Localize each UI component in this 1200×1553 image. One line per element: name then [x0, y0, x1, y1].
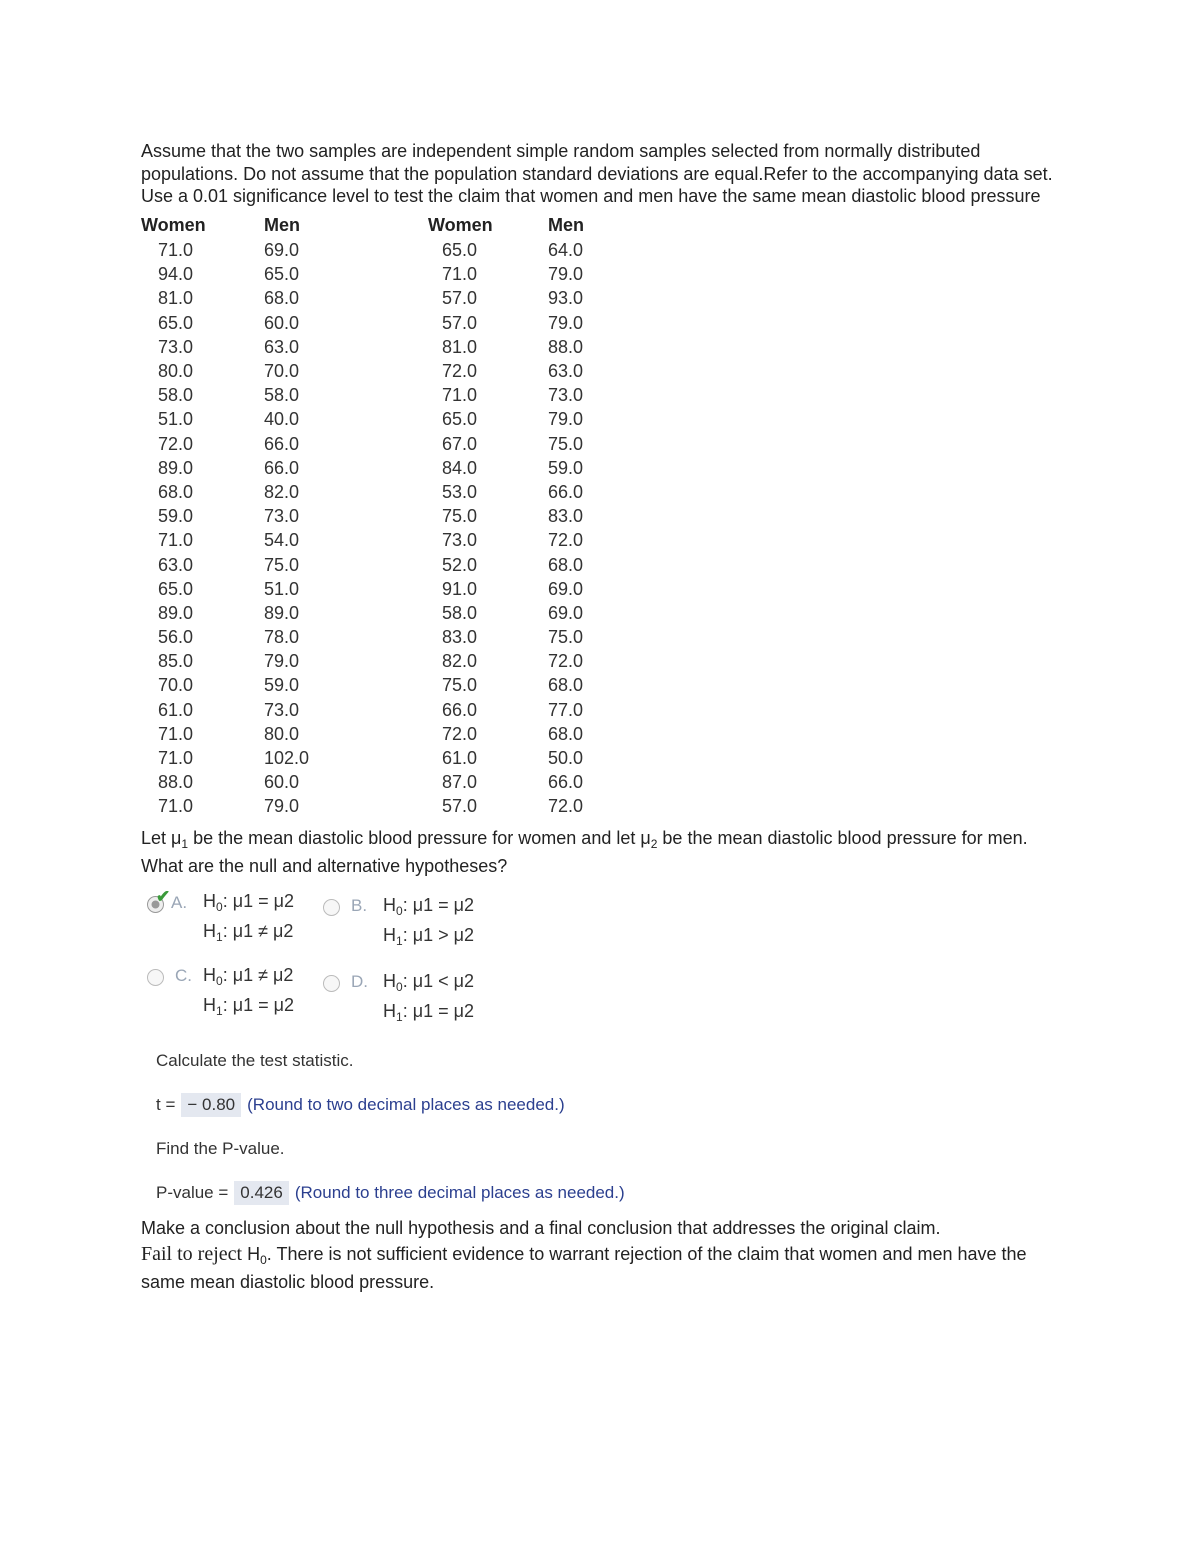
table-cell: 75.0 — [548, 627, 584, 648]
table-cell: 89.0 — [264, 602, 300, 623]
table-cell: 67.0 — [442, 433, 478, 454]
table-cell: 83.0 — [548, 506, 584, 527]
mu2-symbol: μ — [640, 828, 651, 848]
h1-expression: μ1 = μ2 — [232, 995, 294, 1015]
table-cell: 50.0 — [548, 748, 584, 769]
option-b-radio[interactable] — [323, 899, 340, 916]
mu2-subscript: 2 — [650, 837, 658, 851]
table-cell: 71.0 — [442, 264, 478, 285]
t-value-field[interactable]: − 0.80 — [181, 1093, 241, 1117]
table-cell: 54.0 — [264, 530, 300, 551]
table-cell: 56.0 — [158, 627, 194, 648]
table-row — [141, 408, 608, 432]
p-value-line — [156, 1181, 1061, 1205]
table-cell: 72.0 — [158, 433, 194, 454]
table-cell: 60.0 — [264, 312, 300, 333]
table-cell: 71.0 — [158, 240, 194, 261]
option-b-h1: $H_1$: μ1 > μ2 — [383, 925, 474, 948]
table-cell: 70.0 — [264, 361, 300, 382]
table-cell: 91.0 — [442, 578, 478, 599]
table-cell: 78.0 — [264, 627, 300, 648]
h1-expression: μ1 ≠ μ2 — [232, 921, 294, 941]
h0-expression: μ1 < μ2 — [412, 971, 474, 991]
table-cell: 93.0 — [548, 288, 584, 309]
table-cell: 65.0 — [442, 409, 478, 430]
conclusion-answer — [141, 1241, 1061, 1295]
h-symbol: H — [383, 895, 396, 915]
table-cell: 68.0 — [548, 554, 584, 575]
table-cell: 89.0 — [158, 602, 194, 623]
table-cell: 82.0 — [442, 651, 478, 672]
p-label: P-value = — [156, 1183, 229, 1202]
table-row — [141, 626, 608, 650]
table-cell: 73.0 — [264, 699, 300, 720]
h0-expression: μ1 ≠ μ2 — [232, 965, 294, 985]
h-subscript: 0 — [216, 974, 223, 988]
table-cell: 63.0 — [548, 361, 584, 382]
h-symbol: H — [383, 971, 396, 991]
table-cell: 73.0 — [548, 385, 584, 406]
h-symbol: H — [383, 1001, 396, 1021]
table-cell: 72.0 — [548, 530, 584, 551]
table-cell: 52.0 — [442, 554, 478, 575]
table-cell: 79.0 — [548, 264, 584, 285]
column-header: Women — [428, 215, 493, 235]
table-row — [141, 263, 608, 287]
h-subscript: 1 — [396, 1010, 403, 1024]
table-cell: 58.0 — [442, 602, 478, 623]
h-symbol: H — [203, 995, 216, 1015]
document-page — [141, 140, 1061, 1295]
column-header: Men — [264, 215, 300, 235]
t-statistic-line — [156, 1093, 1061, 1117]
table-cell: 80.0 — [158, 361, 194, 382]
table-cell: 79.0 — [548, 409, 584, 430]
calc-prompt: Calculate the test statistic. — [156, 1051, 354, 1070]
table-cell: 75.0 — [442, 506, 478, 527]
h1-expression: μ1 > μ2 — [412, 925, 474, 945]
option-d-h1: $H_1$: μ1 = μ2 — [383, 1001, 474, 1024]
table-header-row — [141, 213, 608, 239]
t-hint: (Round to two decimal places as needed.) — [247, 1095, 565, 1114]
table-cell: 57.0 — [442, 312, 478, 333]
h0-subscript: 0 — [260, 1253, 267, 1267]
table-cell: 61.0 — [158, 699, 194, 720]
table-row — [141, 746, 608, 770]
p-prompt: Find the P-value. — [156, 1139, 285, 1158]
table-cell: 65.0 — [158, 312, 194, 333]
option-a-h0: $H_0$: μ1 = μ2 — [203, 891, 294, 914]
table-cell: 65.0 — [264, 264, 300, 285]
table-cell: 66.0 — [264, 433, 300, 454]
table-cell: 79.0 — [264, 651, 300, 672]
table-cell: 79.0 — [548, 312, 584, 333]
table-cell: 72.0 — [548, 651, 584, 672]
h-symbol: H — [203, 921, 216, 941]
table-cell: 66.0 — [442, 699, 478, 720]
option-d-h0: $H_0$: μ1 < μ2 — [383, 971, 474, 994]
conclusion-text: . There is not sufficient evidence to warrant rejection of the claim that women and men have the same mean diastolic blood pressure. — [141, 1244, 1027, 1292]
table-cell: 89.0 — [158, 457, 194, 478]
option-c-h1: $H_1$: μ1 = μ2 — [203, 995, 294, 1018]
table-cell: 59.0 — [264, 675, 300, 696]
table-cell: 69.0 — [548, 578, 584, 599]
h-symbol: H — [203, 891, 216, 911]
table-row — [141, 335, 608, 359]
mu1-symbol: μ — [171, 828, 182, 848]
table-cell: 72.0 — [548, 796, 584, 817]
table-cell: 73.0 — [158, 336, 194, 357]
table-cell: 84.0 — [442, 457, 478, 478]
mu1-subscript: 1 — [181, 837, 189, 851]
table-row — [141, 601, 608, 625]
h-subscript: 1 — [216, 1004, 223, 1018]
table-row — [141, 795, 608, 819]
h1-expression: μ1 = μ2 — [412, 1001, 474, 1021]
table-cell: 69.0 — [548, 602, 584, 623]
table-cell: 60.0 — [264, 772, 300, 793]
table-cell: 94.0 — [158, 264, 194, 285]
table-row — [141, 529, 608, 553]
table-cell: 75.0 — [264, 554, 300, 575]
option-c-radio[interactable] — [147, 969, 164, 986]
table-cell: 72.0 — [442, 361, 478, 382]
table-cell: 81.0 — [442, 336, 478, 357]
option-letter: C. — [175, 966, 192, 985]
table-cell: 40.0 — [264, 409, 300, 430]
table-cell: 73.0 — [264, 506, 300, 527]
option-letter: B. — [351, 896, 368, 915]
table-cell: 73.0 — [442, 530, 478, 551]
h-subscript: 1 — [216, 930, 223, 944]
option-letter: A. — [171, 893, 188, 912]
h0-expression: μ1 = μ2 — [412, 895, 474, 915]
calculation-section — [141, 1051, 1061, 1205]
table-cell: 66.0 — [548, 772, 584, 793]
table-cell: 58.0 — [264, 385, 300, 406]
table-cell: 51.0 — [158, 409, 194, 430]
table-cell: 63.0 — [158, 554, 194, 575]
table-row — [141, 722, 608, 746]
table-row — [141, 287, 608, 311]
conclusion-prompt: Make a conclusion about the null hypothesis and a final conclusion that addresses the original claim. — [141, 1218, 941, 1238]
table-row — [141, 311, 608, 335]
table-cell: 80.0 — [264, 723, 300, 744]
table-row — [141, 239, 608, 263]
table-cell: 59.0 — [548, 457, 584, 478]
table-cell: 58.0 — [158, 385, 194, 406]
checkmark-icon: ✔ — [156, 887, 171, 906]
table-cell: 59.0 — [158, 506, 194, 527]
table-cell: 57.0 — [442, 796, 478, 817]
table-row — [141, 698, 608, 722]
table-cell: 69.0 — [264, 240, 300, 261]
option-letter: D. — [351, 972, 368, 991]
table-cell: 75.0 — [442, 675, 478, 696]
question-text: be the mean diastolic blood pressure for women and let — [188, 828, 641, 848]
h-symbol: H — [203, 965, 216, 985]
table-cell: 61.0 — [442, 748, 478, 769]
hypothesis-options — [141, 887, 1061, 1041]
table-cell: 88.0 — [158, 772, 194, 793]
table-cell: 87.0 — [442, 772, 478, 793]
table-cell: 68.0 — [548, 675, 584, 696]
table-cell: 68.0 — [264, 288, 300, 309]
table-row — [141, 650, 608, 674]
h-subscript: 1 — [396, 934, 403, 948]
h-subscript: 0 — [396, 904, 403, 918]
table-cell: 51.0 — [264, 578, 300, 599]
conclusion-lead: Fail to reject — [141, 1243, 243, 1265]
h0-expression: μ1 = μ2 — [232, 891, 294, 911]
table-cell: 71.0 — [158, 530, 194, 551]
h0-symbol: H — [247, 1244, 261, 1264]
table-cell: 70.0 — [158, 675, 194, 696]
table-cell: 68.0 — [548, 723, 584, 744]
option-b-h0: $H_0$: μ1 = μ2 — [383, 895, 474, 918]
h-subscript: 0 — [396, 980, 403, 994]
problem-intro: Assume that the two samples are independent simple random samples selected from normally distributed populations. Do not assume that the population standard deviations are equal.Refer to the accompanying data set. Use a 0.01 significance level to test the claim that women and men have the same mean diastolic blood pressure — [141, 141, 1053, 206]
table-cell: 66.0 — [548, 481, 584, 502]
table-row — [141, 359, 608, 383]
table-cell: 88.0 — [548, 336, 584, 357]
table-row — [141, 674, 608, 698]
table-cell: 65.0 — [158, 578, 194, 599]
table-cell: 66.0 — [264, 457, 300, 478]
column-header: Men — [548, 215, 584, 235]
table-cell: 72.0 — [442, 723, 478, 744]
table-cell: 79.0 — [264, 796, 300, 817]
table-row — [141, 505, 608, 529]
option-c-h0: $H_0$: μ1 ≠ μ2 — [203, 965, 294, 988]
table-row — [141, 432, 608, 456]
t-label: t = — [156, 1095, 176, 1114]
table-row — [141, 384, 608, 408]
table-cell: 57.0 — [442, 288, 478, 309]
option-d-radio[interactable] — [323, 975, 340, 992]
question-text: be the mean diastolic blood pressure for men. What are the null and alternative hypotheses? — [141, 828, 1028, 876]
table-cell: 65.0 — [442, 240, 478, 261]
table-row — [141, 456, 608, 480]
table-row — [141, 577, 608, 601]
table-cell: 71.0 — [158, 796, 194, 817]
table-cell: 71.0 — [442, 385, 478, 406]
table-cell: 68.0 — [158, 481, 194, 502]
table-cell: 82.0 — [264, 481, 300, 502]
table-cell: 102.0 — [264, 748, 310, 769]
table-cell: 81.0 — [158, 288, 194, 309]
p-hint: (Round to three decimal places as needed.) — [294, 1183, 625, 1202]
table-cell: 71.0 — [158, 748, 194, 769]
table-cell: 71.0 — [158, 723, 194, 744]
hypothesis-question — [141, 825, 1061, 879]
table-cell: 64.0 — [548, 240, 584, 261]
h-subscript: 0 — [216, 900, 223, 914]
table-cell: 83.0 — [442, 627, 478, 648]
table-row — [141, 553, 608, 577]
question-text: Let — [141, 828, 172, 848]
h-symbol: H — [383, 925, 396, 945]
table-row — [141, 480, 608, 504]
p-value-field[interactable]: 0.426 — [234, 1181, 289, 1205]
table-cell: 85.0 — [158, 651, 194, 672]
table-cell: 63.0 — [264, 336, 300, 357]
table-cell: 75.0 — [548, 433, 584, 454]
table-row — [141, 771, 608, 795]
table-cell: 77.0 — [548, 699, 584, 720]
table-cell: 53.0 — [442, 481, 478, 502]
column-header: Women — [141, 215, 206, 235]
option-a-h1: $H_1$: μ1 ≠ μ2 — [203, 921, 294, 944]
blood-pressure-table — [141, 213, 608, 820]
